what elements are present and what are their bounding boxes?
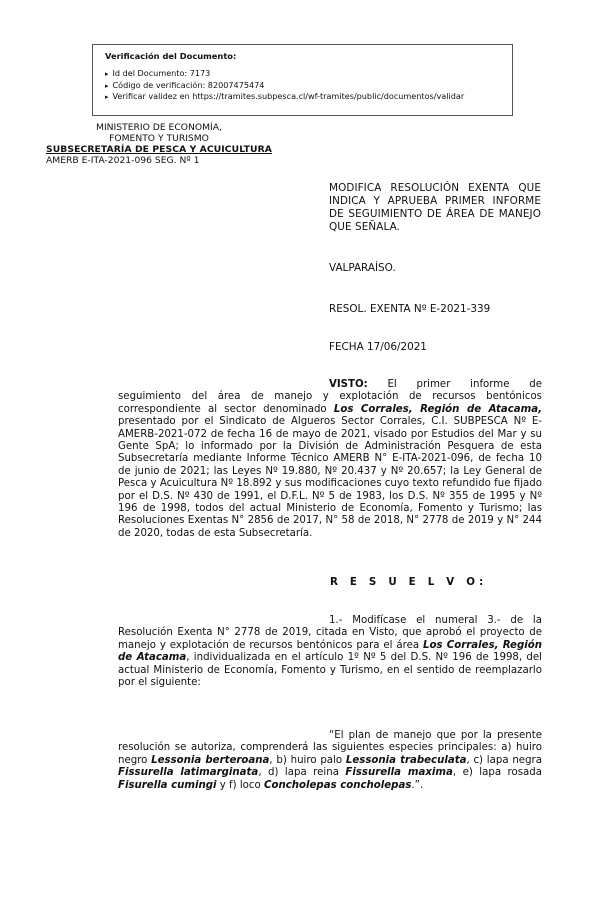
article-1-area-name: Los Corrales, Región de Atacama xyxy=(118,639,542,664)
quote-text-2: , b) huiro palo xyxy=(269,754,346,766)
quote-text-6: y f) loco xyxy=(216,779,264,791)
place: VALPARAÍSO. xyxy=(329,262,396,274)
species-name: Fisurella cumingi xyxy=(118,779,217,791)
ministry-line-2: FOMENTO Y TURISMO xyxy=(109,133,209,144)
visto-paragraph xyxy=(118,379,542,540)
ministry-line-1: MINISTERIO DE ECONOMÍA, xyxy=(96,122,222,133)
verification-code: ▸ Código de verificación: 82007475474 xyxy=(105,80,502,92)
resolution-date: FECHA 17/06/2021 xyxy=(329,341,427,353)
species-name: Fissurella latimarginata xyxy=(118,767,259,779)
verification-list xyxy=(105,68,502,103)
article-1-paragraph xyxy=(118,615,542,689)
article-1-text-2: , individualizada en el artículo 1º Nº 5 del D.S. Nº 196 de 1998, del actual Ministerio de Economía, Fomento y Turismo, en el sentido de reemplazarlo por el siguiente: xyxy=(118,652,542,689)
verification-box xyxy=(92,44,513,116)
resuelvo-heading: R E S U E L V O: xyxy=(330,576,488,588)
quoted-plan-paragraph xyxy=(118,730,542,792)
ministry-header xyxy=(36,122,282,166)
article-1-text-1: 1.- Modifícase el numeral 3.- de la Resolución Exenta N° 2778 de 2019, citada en Visto, que aprobó el proyecto de manejo y explotación de recursos bentónicos para el área xyxy=(118,615,542,651)
visto-text-2: presentado por el Sindicato de Algueros Sector Corrales, C.I. SUBPESCA Nº E-AMERB-2021-072 de fecha 16 de mayo de 2021, visado por Estudios del Mar y su Gente SpA; lo informado por la División de Administración Pesquera de esta Subsecretaría mediante Informe Técnico AMERB N° E-ITA-2021-096, de fecha 10 de junio de 2021; las Leyes Nº 19.880, Nº 20.437 y Nº 20.657; la Ley General de Pesca y Acuicultura Nº 18.892 y sus modificaciones cuyo texto refundido fue fijado por el D.S. Nº 430 de 1991, el D.F.L. Nº 5 de 1983, los D.S. Nº 355 de 1995 y Nº 196 de 1998, todos del actual Ministerio de Economía, Fomento y Turismo; las Resoluciones Exentas N° 2856 de 2017, N° 58 de 2018, N° 2778 de 2019 y N° 244 de 2020, todas de esta Subsecretaría. xyxy=(118,416,542,539)
quote-text-1: “El plan de manejo que por la presente resolución se autoriza, comprenderá las siguientes especies principales: a) huiro negro xyxy=(118,730,542,766)
visto-area-name: Los Corrales, Región de Atacama, xyxy=(333,403,542,415)
resolution-subject: MODIFICA RESOLUCIÓN EXENTA QUE INDICA Y APRUEBA PRIMER INFORME DE SEGUIMIENTO DE ÁREA DE MANEJO QUE SEÑALA. xyxy=(329,182,541,233)
species-name: Fissurella maxima xyxy=(345,767,453,779)
resolution-number: RESOL. EXENTA Nº E-2021-339 xyxy=(329,303,491,315)
quote-text-4: , d) lapa reina xyxy=(258,767,346,779)
quote-text-7: .”. xyxy=(411,779,424,791)
subsecretaria-title: SUBSECRETARÍA DE PESCA Y ACUICULTURA xyxy=(46,144,272,155)
species-name: Concholepas concholepas xyxy=(264,779,412,791)
verification-title: Verificación del Documento: xyxy=(105,51,237,61)
verification-url[interactable]: ▸ Verificar validez en https://tramites.subpesca.cl/wf-tramites/public/documentos/validar xyxy=(105,91,502,103)
verification-id: ▸ Id del Documento: 7173 xyxy=(105,68,502,80)
visto-label: VISTO: xyxy=(329,379,368,390)
visto-text-1: El primer informe de seguimiento del área de manejo y explotación de recursos bentónicos correspondiente al sector denominado xyxy=(118,379,542,415)
quote-text-3: , c) lapa negra xyxy=(466,754,542,766)
reference-number: AMERB E-ITA-2021-096 SEG. Nº 1 xyxy=(46,155,200,166)
quote-text-5: , e) lapa rosada xyxy=(452,767,543,779)
species-name: Lessonia trabeculata xyxy=(345,754,467,766)
species-name: Lessonia berteroana xyxy=(151,754,270,766)
